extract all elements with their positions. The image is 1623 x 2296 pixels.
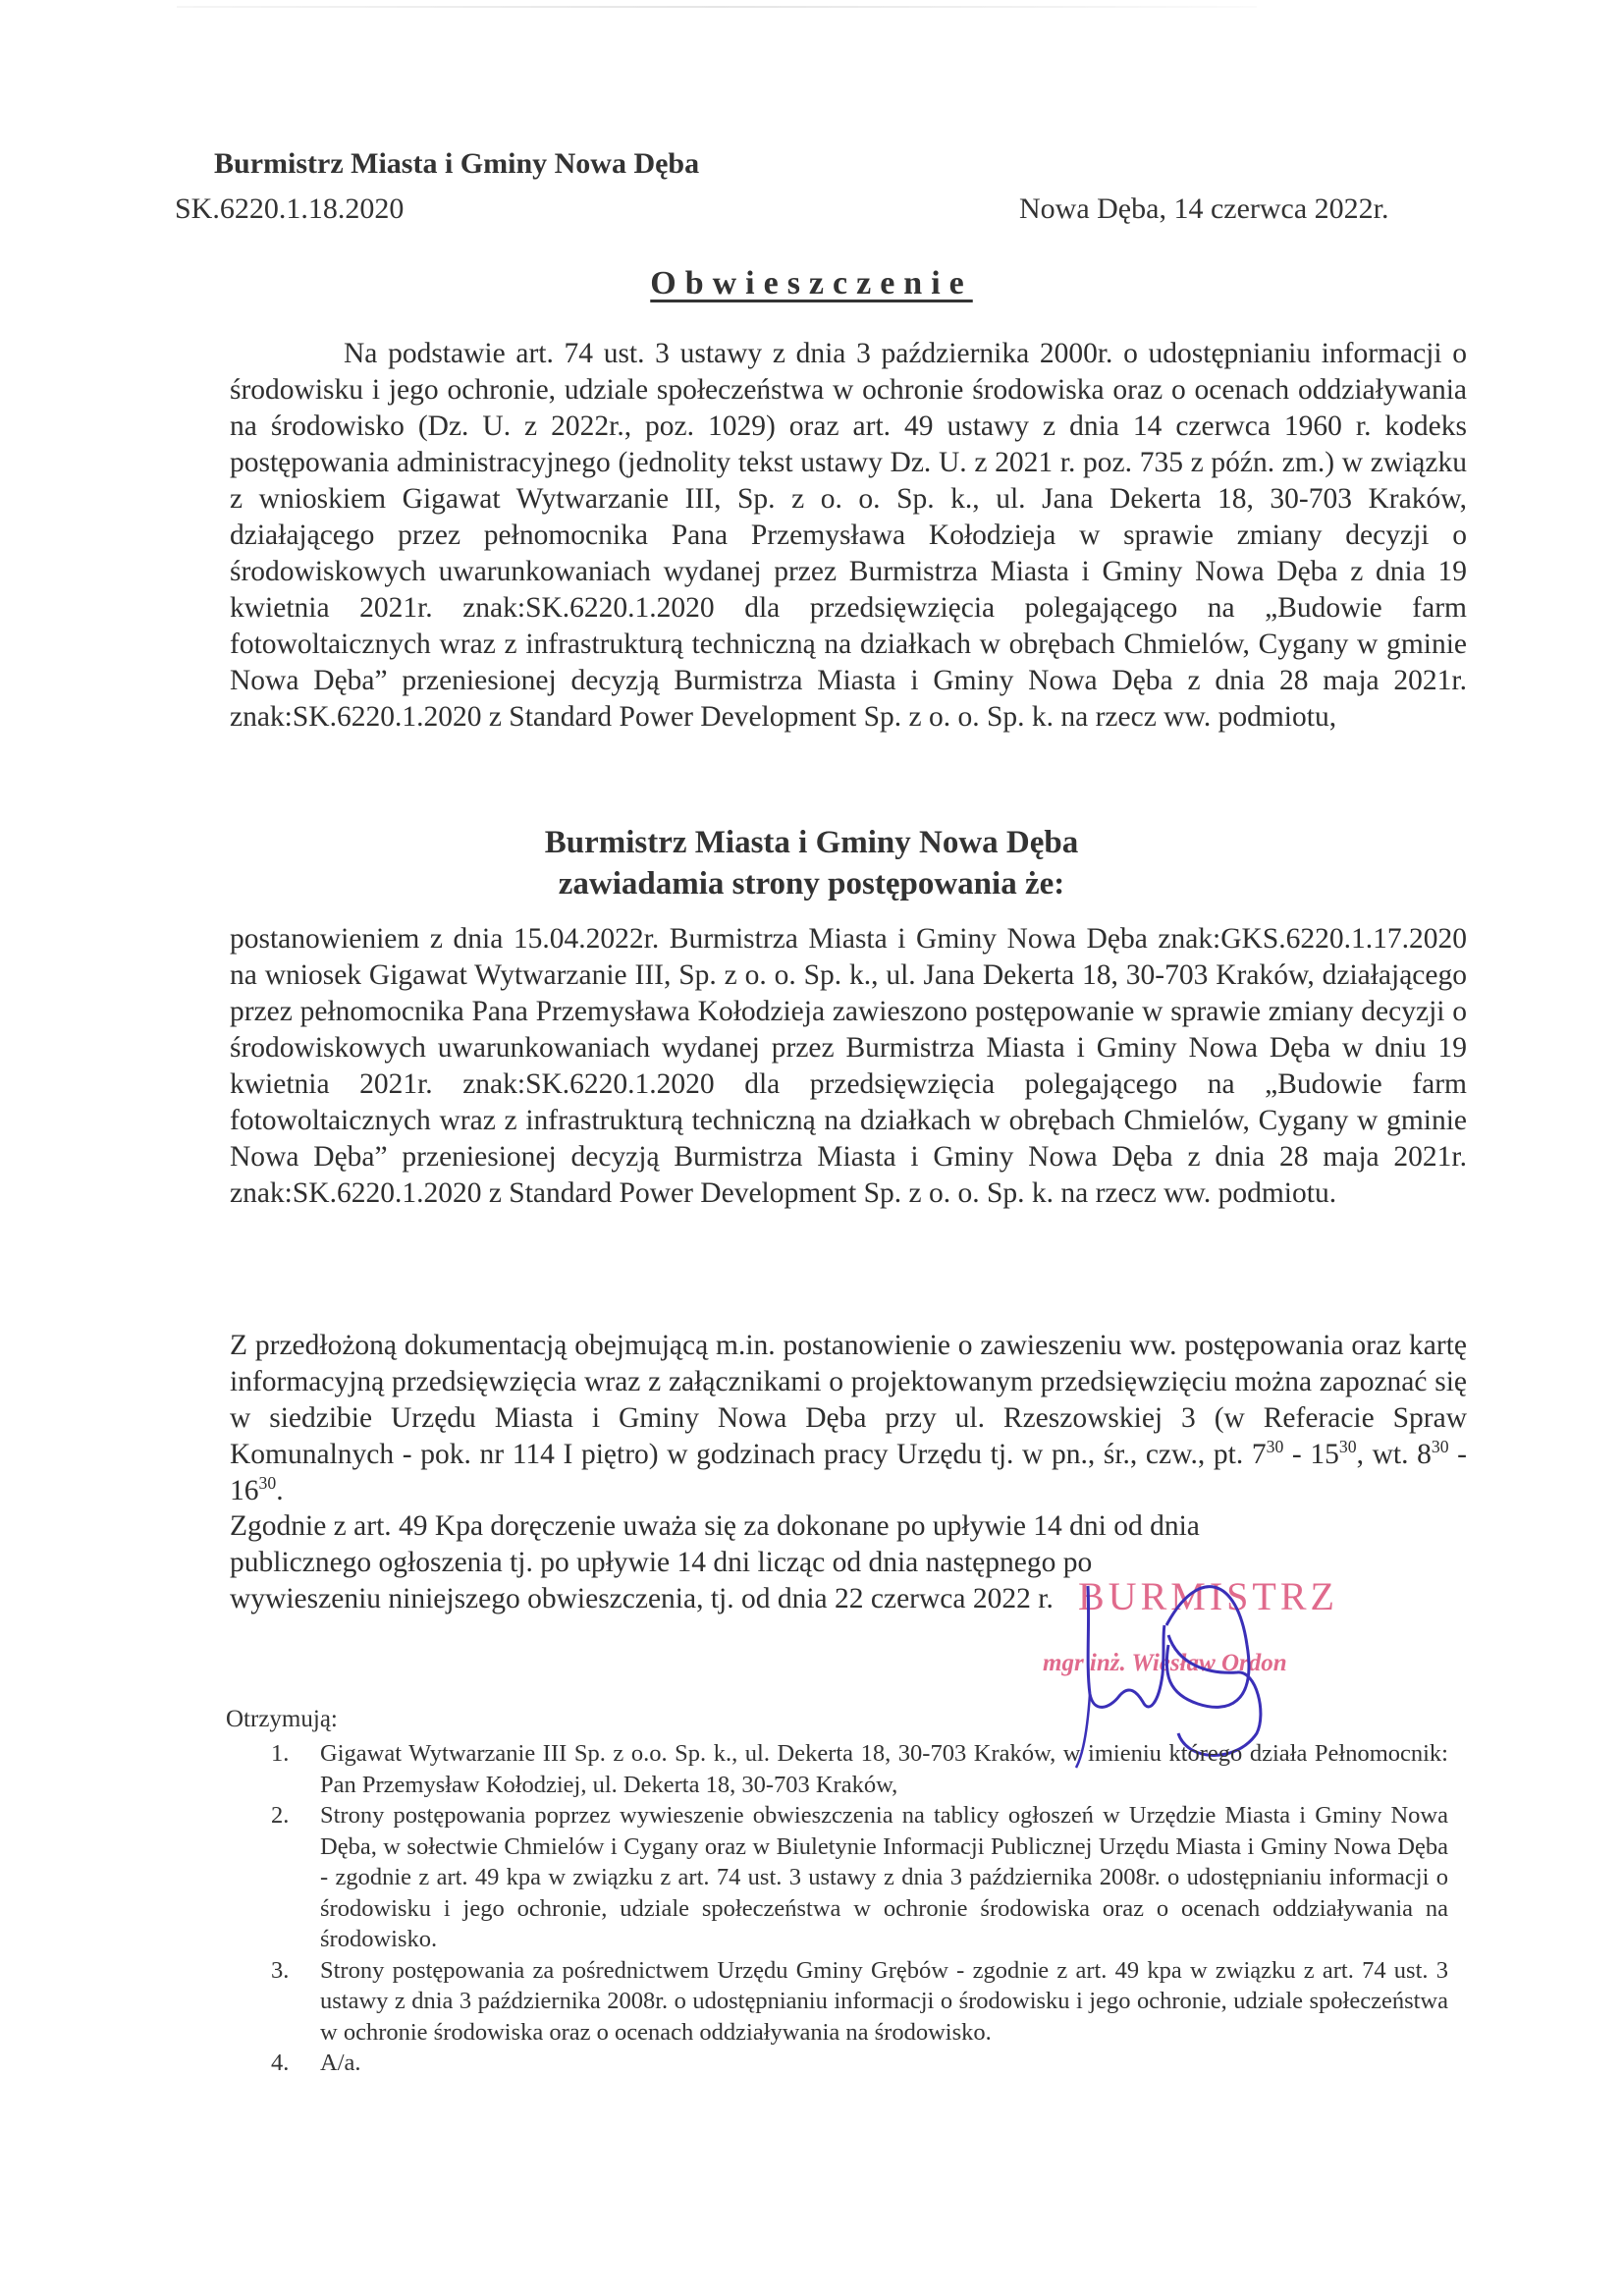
announcement-heading-line1: Burmistrz Miasta i Gminy Nowa Dęba	[544, 825, 1079, 860]
hours-weekday-from: $7^{30}$	[1251, 1437, 1284, 1470]
recipient-item	[226, 1955, 1448, 2049]
recipient-item	[226, 1738, 1448, 1800]
delivery-paragraph: Zgodnie z art. 49 Kpa doręczenie uważa się za dokonane po upływie 14 dni od dnia publicznego ogłoszenia tj. po upływie 14 dni licząc od dnia następnego po wywieszeniu niniejszego obwieszczenia, tj. od dnia 22 czerwca 2022 r.	[230, 1510, 1200, 1614]
hours-tuesday-from: $8^{30}$	[1417, 1437, 1449, 1470]
documentation-text: Z przedłożoną dokumentacją obejmującą m.in. postanowienie o zawieszeniu ww. postępowania oraz kartę informacyjną przedsięwzięcia wraz z załącznikami o projektowanym przedsięwzięciu można zapoznać się w siedzibie Urzędu Miasta i Gminy Nowa Dęba przy ul. Rzeszowskiej 3 (w Referacie Spraw Komunalnych - pok. nr 114 I piętro) w godzinach pracy Urzędu tj. w pn., śr., czw., pt.	[230, 1330, 1467, 1470]
decision-paragraph: postanowieniem z dnia 15.04.2022r. Burmistrza Miasta i Gminy Nowa Dęba znak:GKS.6220.1.17.2020 na wniosek Gigawat Wytwarzanie III, Sp. z o. o. Sp. k., ul. Jana Dekerta 18, 30-703 Kraków, działającego przez pełnomocnika Pana Przemysława Kołodzieja zawieszono postępowanie w sprawie zmiany decyzji o środowiskowych uwarunkowaniach wydanej przez Burmistrza Miasta i Gminy Nowa Dęba w dniu 19 kwietnia 2021r. znak:SK.6220.1.2020 dla przedsięwzięcia polegającego na „Budowie farm fotowoltaicznych wraz z infrastrukturą techniczną na działkach w obrębach Chmielów, Cygany w gminie Nowa Dęba” przeniesionej decyzją Burmistrza Miasta i Gminy Nowa Dęba z dnia 28 maja 2021r. znak:SK.6220.1.2020 z Standard Power Development Sp. z o. o. Sp. k. na rzecz ww. podmiotu.	[230, 923, 1467, 1209]
recipient-text: Strony postępowania poprzez wywieszenie obwieszczenia na tablicy ogłoszeń w Urzędzie Miasta i Gminy Nowa Dęba, w sołectwie Chmielów i Cygany oraz w Biuletynie Informacji Publicznej Urzędu Miasta i Gminy Nowa Dęba - zgodnie z art. 49 kpa w związku z art. 74 ust. 3 ustawy z dnia 3 października 2008r. o udostępnianiu informacji o środowisku i jego ochronie, udziale społeczeństwa w ochronie środowiska oraz o ocenach oddziaływania na środowisko.	[320, 1802, 1448, 1952]
issuer-heading: Burmistrz Miasta i Gminy Nowa Dęba	[214, 147, 700, 180]
recipient-item	[226, 2048, 1448, 2079]
official-stamp-title: BURMISTRZ	[1078, 1574, 1338, 1618]
announcement-heading-line2: zawiadamia strony postępowania że:	[558, 866, 1065, 902]
hours-weekday-to: $15^{30}$	[1310, 1437, 1357, 1470]
recipient-number: 2.	[271, 1802, 290, 1829]
recipient-number: 4.	[271, 2050, 290, 2076]
recipient-number: 1.	[271, 1740, 290, 1767]
recipient-number: 3.	[271, 1956, 290, 1984]
recipient-text: A/a.	[320, 2050, 361, 2076]
reference-number: SK.6220.1.18.2020	[175, 192, 405, 225]
document-title-text: Obwieszczenie	[650, 265, 973, 301]
hours-tuesday-to: $16^{30}$	[230, 1473, 277, 1506]
recipients-list	[226, 1738, 1448, 2079]
official-stamp-name: mgr inż. Wiesław Ordon	[1043, 1650, 1287, 1676]
intro-paragraph: Na podstawie art. 74 ust. 3 ustawy z dnia 3 października 2000r. o udostępnianiu informacji o środowisku i jego ochronie, udziale społeczeństwa w ochronie środowiska oraz o ocenach oddziaływania na środowisko (Dz. U. z 2022r., poz. 1029) oraz art. 49 ustawy z dnia 14 czerwca 1960 r. kodeks postępowania administracyjnego (jednolity tekst ustawy Dz. U. z 2021 r. poz. 735 z późn. zm.) w związku z wnioskiem Gigawat Wytwarzanie III, Sp. z o. o. Sp. k., ul. Jana Dekerta 18, 30-703 Kraków, działającego przez pełnomocnika Pana Przemysława Kołodzieja w sprawie zmiany decyzji o środowiskowych uwarunkowaniach wydanej przez Burmistrza Miasta i Gminy Nowa Dęba z dnia 19 kwietnia 2021r. znak:SK.6220.1.2020 dla przedsięwzięcia polegającego na „Budowie farm fotowoltaicznych wraz z infrastrukturą techniczną na działkach w obrębach Chmielów, Cygany w gminie Nowa Dęba” przeniesionej decyzją Burmistrza Miasta i Gminy Nowa Dęba z dnia 28 maja 2021r. znak:SK.6220.1.2020 z Standard Power Development Sp. z o. o. Sp. k. na rzecz ww. podmiotu,	[230, 338, 1467, 733]
recipient-text: Gigawat Wytwarzanie III Sp. z o.o. Sp. k., ul. Dekerta 18, 30-703 Kraków, w imieniu którego działa Pełnomocnik: Pan Przemysław Kołodziej, ul. Dekerta 18, 30-703 Kraków,	[320, 1740, 1448, 1798]
scan-artifact-line	[177, 6, 1257, 8]
recipient-item	[226, 1800, 1448, 1955]
place-and-date: Nowa Dęba, 14 czerwca 2022r.	[1019, 192, 1389, 225]
recipients-label: Otrzymują:	[226, 1706, 338, 1732]
recipient-text: Strony postępowania za pośrednictwem Urzędu Gminy Grębów - zgodnie z art. 49 kpa w związku z art. 74 ust. 3 ustawy z dnia 3 października 2008r. o udostępnianiu informacji o środowisku i jego ochronie, udziale społeczeństwa w ochronie środowiska oraz o ocenach oddziaływania na środowisko.	[320, 1956, 1448, 2046]
documentation-paragraph: Z przedłożoną dokumentacją obejmującą m.in. postanowienie o zawieszeniu ww. postępowania oraz kartę informacyjną przedsięwzięcia wraz z załącznikami o projektowanym przedsięwzięciu można zapoznać się w siedzibie Urzędu Miasta i Gminy Nowa Dęba przy ul. Rzeszowskiej 3 (w Referacie Spraw Komunalnych - pok. nr 114 I piętro) w godzinach pracy Urzędu tj. w pn., śr., czw., pt. $7^{30} - 15^{30}$, wt. $8^{30} - 16^{30}$.	[230, 1330, 1468, 1506]
document-title	[0, 265, 1623, 302]
